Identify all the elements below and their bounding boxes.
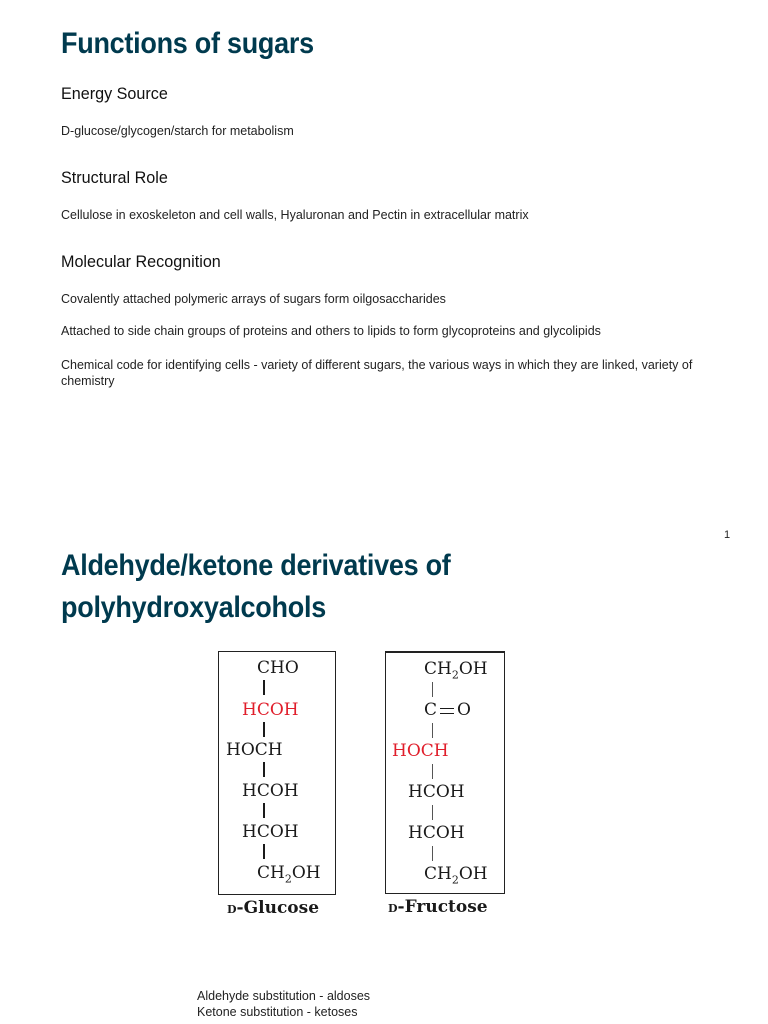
fructose-carbonyl: C O xyxy=(424,700,471,720)
glucose-bond-2 xyxy=(263,722,265,737)
heading-energy-source: Energy Source xyxy=(61,84,168,103)
fructose-bond-1 xyxy=(432,682,433,697)
fructose-bond-5 xyxy=(432,846,433,861)
glucose-label: D-Glucose xyxy=(227,898,320,918)
footnote-aldoses: Aldehyde substitution - aldoses xyxy=(197,989,371,1003)
glucose-bond-3 xyxy=(263,762,265,777)
footnote-ketoses: Ketone substitution - ketoses xyxy=(197,1005,358,1019)
paragraph-structural: Cellulose in exoskeleton and cell walls, Hyaluronan and Pectin in extracellular matrix xyxy=(61,208,529,222)
fructose-bond-3 xyxy=(432,764,433,779)
glucose-hoch: HOCH xyxy=(226,740,283,760)
fructose-hcoh-5: HCOH xyxy=(408,823,465,843)
paragraph-recognition-1: Covalently attached polymeric arrays of sugars form oilgosaccharides xyxy=(61,292,446,306)
slide-title-aldehyde-line2: polyhydroxyalcohols xyxy=(61,591,326,624)
fructose-ch2oh-bottom: $CH_2OH$ xyxy=(424,864,488,887)
heading-structural-role: Structural Role xyxy=(61,168,168,187)
glucose-hcoh-4: HCOH xyxy=(242,781,299,801)
paragraph-recognition-2: Attached to side chain groups of proteins and others to lipids to form glycoproteins and glycolipids xyxy=(61,324,601,338)
glucose-hcoh-5: HCOH xyxy=(242,822,299,842)
slide-title-aldehyde-line1: Aldehyde/ketone derivatives of xyxy=(61,549,451,582)
fructose-structure xyxy=(385,651,505,894)
fructose-ch2oh-top: $CH_2OH$ xyxy=(424,659,488,682)
glucose-hcoh-highlight: HCOH xyxy=(242,700,299,720)
paragraph-recognition-3: Chemical code for identifying cells - variety of different sugars, the various ways in which they are linked, variety of chemistry xyxy=(61,358,693,388)
fructose-label: D-Fructose xyxy=(388,897,488,917)
double-bond-icon xyxy=(440,708,454,714)
glucose-cho: CHO xyxy=(257,658,299,678)
fructose-bond-4 xyxy=(432,805,433,820)
glucose-ch2oh: $CH_2OH$ xyxy=(257,863,321,886)
fructose-hoch-highlight: HOCH xyxy=(392,741,449,761)
glucose-structure xyxy=(218,651,336,895)
glucose-bond-5 xyxy=(263,844,265,859)
fructose-hcoh-4: HCOH xyxy=(408,782,465,802)
glucose-bond-1 xyxy=(263,680,265,695)
paragraph-energy: D-glucose/glycogen/starch for metabolism xyxy=(61,124,294,138)
heading-molecular-recognition: Molecular Recognition xyxy=(61,252,221,271)
fructose-bond-2 xyxy=(432,723,433,738)
glucose-bond-4 xyxy=(263,803,265,818)
page-number: 1 xyxy=(724,529,731,541)
slide-title-functions: Functions of sugars xyxy=(61,27,314,60)
